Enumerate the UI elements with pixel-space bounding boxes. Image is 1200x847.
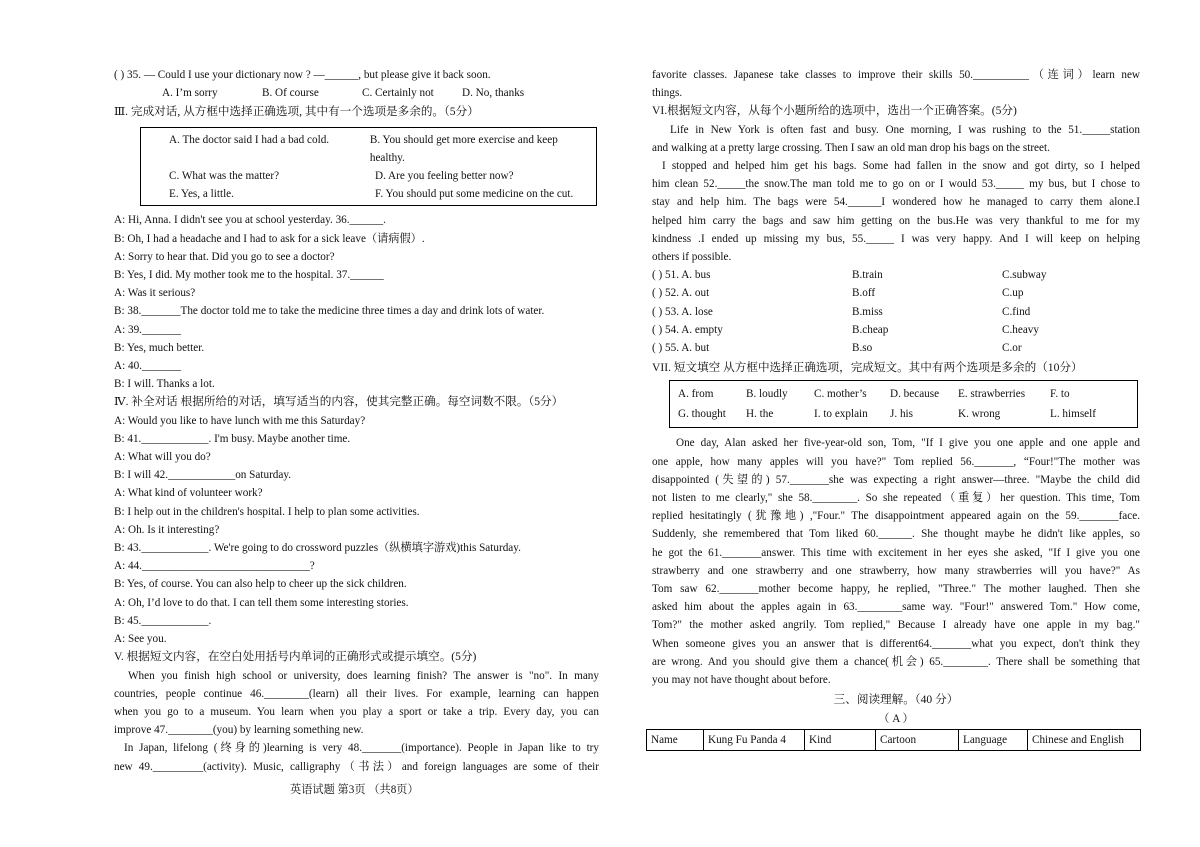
dialog-line: A: 39._______: [114, 323, 182, 336]
passage-line: one apple, how many apples will you have?" Tom replied 56._______, “Four!"The mother was: [652, 455, 1140, 468]
dialog-line: A: 40._______: [114, 360, 182, 373]
table-cell: Kind: [805, 729, 876, 750]
option: B.miss: [852, 305, 883, 318]
section-6-title: VI.根据短文内容，从每个小题所给的选项中，选出一个正确答案。(5分): [652, 104, 1017, 118]
dialog-line: B: I will. Thanks a lot.: [114, 378, 215, 391]
passage-line: strawberry and one strawberry and one strawberry, how many strawberries will you have?" As: [652, 564, 1140, 577]
part-3-title: 三、阅读理解。（40 分）: [833, 693, 959, 707]
option: B. You should get more exercise and keep healthy.: [369, 133, 558, 164]
dialog-line: A: What kind of volunteer work?: [114, 487, 263, 500]
option-row: [169, 185, 590, 203]
info-table: [646, 729, 1141, 751]
passage-line: Suddenly, she remembered that Tom liked 60.______. She thought maybe he didn't like apples, so: [652, 528, 1140, 541]
table-row: [647, 729, 1141, 750]
passage-line: When someone gives you an answer that is different64._______what you expect, don't think they: [652, 637, 1140, 650]
page-footer: 英语试题 第3页 （共8页）: [290, 784, 419, 796]
option: A. The doctor said I had a bad cold.: [169, 133, 330, 146]
passage-line: he got the 61._______answer. This time with excitement in her eyes she asked, "If I give you one: [652, 546, 1140, 559]
passage-line: Tom?" the mother asked angrily. Tom replied," Because I already have one apple in my bag.": [652, 619, 1140, 632]
dialog-line: B: Yes, I did. My mother took me to the hospital. 37.______: [114, 269, 384, 282]
option: C.subway: [1002, 269, 1047, 282]
passage-line: favorite classes. Japanese take classes to improve their skills 50.__________（连词）learn new: [652, 69, 1140, 81]
option: C.heavy: [1002, 323, 1039, 336]
option: I. to explain: [814, 408, 868, 421]
option: K. wrong: [958, 408, 1001, 421]
mc-question: [652, 339, 1140, 357]
option: C. mother’s: [814, 388, 867, 401]
passage-line: when you go to a museum. You learn when you play a sport or take a trip. Every day, you can: [114, 705, 599, 718]
option: B.train: [852, 269, 883, 282]
mc-stem: ( ) 54. A. empty: [652, 323, 723, 336]
passage-line: asked him about the apples again in 63.________same way. "Four!" answered Tom." How come,: [652, 601, 1140, 614]
section-4-title: Ⅳ. 补全对话 根据所给的对话，填写适当的内容，使其完整正确。每空词数不限。（5分）: [114, 395, 564, 409]
option: B.so: [852, 342, 873, 355]
dialog-line: A: Hi, Anna. I didn't see you at school yesterday. 36.______.: [114, 214, 386, 227]
option: C. Certainly not: [362, 87, 434, 100]
section-6-questions: [652, 266, 1140, 357]
dialog-line: A: Sorry to hear that. Did you go to see a doctor?: [114, 250, 335, 263]
option: F. to: [1050, 388, 1070, 401]
passage-7: [652, 434, 1140, 689]
option: H. the: [746, 408, 774, 421]
passage-line: others if possible.: [652, 251, 732, 264]
dialog-line: A: See you.: [114, 633, 167, 646]
section-5-title: V. 根据短文内容，在空白处用括号内单词的正确形式或提示填空。(5分): [114, 650, 477, 664]
option-row: [678, 384, 1137, 404]
passage-line: him clean 52._____the snow.The man told me to go on or I would 53._____ my bus, but I chose to: [652, 178, 1140, 191]
dialog-line: A: Was it serious?: [114, 287, 196, 300]
option: B.off: [852, 287, 876, 300]
mc-question: [652, 303, 1140, 321]
dialog-line: B: Yes, much better.: [114, 341, 205, 354]
dialog-line: A: Oh, I’d love to do that. I can tell them some interesting stories.: [114, 596, 409, 609]
option-row: [169, 131, 590, 167]
passage-line: you may not have thought about before.: [652, 674, 831, 687]
passage-line: things.: [652, 87, 683, 100]
option: E. Yes, a little.: [169, 188, 234, 201]
option-row: [169, 167, 590, 185]
passage-line: Tom saw 62._______mother become happy, he replied, "Three." The mother laughed. Then she: [652, 583, 1140, 596]
option: A. from: [678, 388, 714, 401]
passage-line: and walking at a pretty large crossing. Then I saw an old man drop his bags on the street.: [652, 141, 1050, 154]
dialog-line: A: Would you like to have lunch with me this Saturday?: [114, 414, 366, 427]
option: L. himself: [1050, 408, 1096, 421]
option-row: [678, 404, 1137, 424]
option: J. his: [890, 408, 914, 421]
section-7-title: VII. 短文填空 从方框中选择正确选项，完成短文。其中有两个选项是多余的（10分）: [652, 361, 1083, 375]
dialog-3: [114, 211, 599, 393]
option: C.or: [1002, 342, 1022, 355]
section-3-title: Ⅲ. 完成对话, 从方框中选择正确选项, 其中有一个选项是多余的。（5分）: [114, 105, 479, 119]
option: C. What was the matter?: [169, 170, 280, 183]
dialog-line: B: 43.____________. We're going to do crossword puzzles（纵横填字游戏)this Saturday.: [114, 542, 521, 555]
dialog-line: A: 44.______________________________?: [114, 560, 315, 573]
passage-line: In Japan, lifelong (终身的)learning is very 48._______(importance). People in Japan like to try: [124, 742, 599, 755]
option: C.find: [1002, 305, 1031, 318]
dialog-line: B: 38._______The doctor told me to take the medicine three times a day and drink lots of water.: [114, 305, 545, 318]
option: B.cheap: [852, 323, 889, 336]
mc-question: [652, 266, 1140, 284]
mc-question: [652, 321, 1140, 339]
mc-stem: ( ) 52. A. out: [652, 287, 710, 300]
dialog-line: B: 41.____________. I'm busy. Maybe another time.: [114, 432, 351, 445]
dialog-line: B: Oh, I had a headache and I had to ask for a sick leave（请病假）.: [114, 232, 425, 245]
mc-stem: ( ) 53. A. lose: [652, 305, 713, 318]
option: D. No, thanks: [462, 87, 525, 100]
passage-a-label: （ A ）: [878, 712, 914, 725]
passage-line: not listen to me clearly," she 58.________. So she repeated（重复）her question. This time, Tom: [652, 492, 1140, 505]
passage-line: When you finish high school or university, does learning finish? The answer is "no". In many: [128, 669, 599, 682]
dialog-line: A: Oh. Is it interesting?: [114, 523, 220, 536]
passage-5: [114, 667, 599, 776]
table-cell: Chinese and English: [1028, 729, 1141, 750]
passage-line: countries, people continue 46.________(learn) all their lives. For example, learning can happen: [114, 687, 599, 700]
question-35: ( ) 35. — Could I use your dictionary now ? —______, but please give it back soon.: [114, 69, 491, 81]
passage-line: One day, Alan asked her five-year-old son, Tom, "If I give you one apple and one apple and: [676, 437, 1140, 450]
option: A. I’m sorry: [162, 87, 218, 100]
option: G. thought: [678, 408, 726, 421]
dialog-line: B: I help out in the children's hospital. I help to plan some activities.: [114, 505, 420, 518]
mc-question: [652, 284, 1140, 302]
passage-line: are wrong. And you should give them a chance(机会) 65.________. There shall be something that: [652, 655, 1140, 668]
option: D. because: [890, 388, 940, 401]
passage-line: Life in New York is often fast and busy. One morning, I was rushing to the 51._____station: [670, 123, 1140, 136]
passage-line: helped him carry the bags and saw him getting on the bus.He was very thankful to me for my: [652, 214, 1140, 227]
dialog-line: B: Yes, of course. You can also help to cheer up the sick children.: [114, 578, 407, 591]
option: E. strawberries: [958, 388, 1026, 401]
option: C.up: [1002, 287, 1024, 300]
table-cell: Language: [959, 729, 1028, 750]
passage-line: kindness .I ended up missing my bus, 55._____ I was very happy. And I will keep on helping: [652, 232, 1140, 245]
left-column: [114, 66, 599, 776]
option: F. You should put some medicine on the cut.: [375, 188, 574, 201]
dialog-line: B: I will 42.____________on Saturday.: [114, 469, 292, 482]
passage-line: new 49._________(activity). Music, calligraphy（书法）and foreign languages are some of their: [114, 760, 599, 773]
table-cell: Cartoon: [876, 729, 959, 750]
option: B. Of course: [262, 87, 319, 100]
dialog-line: A: What will you do?: [114, 451, 211, 464]
passage-line: stay and help him. The bags were 54.______I wondered how he managed to carry them alone.I: [652, 196, 1140, 209]
option: D. Are you feeling better now?: [375, 170, 514, 183]
section-7-word-box: [669, 380, 1138, 428]
dialog-line: B: 45.____________.: [114, 614, 212, 627]
table-cell: Kung Fu Panda 4: [704, 729, 805, 750]
section-3-option-box: [140, 127, 597, 207]
question-35-options: [114, 84, 562, 102]
right-column: [652, 66, 1140, 751]
passage-6: [652, 121, 1140, 267]
option: B. loudly: [746, 388, 788, 401]
dialog-4: [114, 412, 599, 649]
passage-line: I stopped and helped him get his bags. Some had fallen in the snow and got dirty, so I helped: [662, 160, 1140, 173]
mc-stem: ( ) 51. A. bus: [652, 269, 711, 282]
passage-line: disappointed (失望的) 57._______she was expecting a right answer—three. "Maybe the child did: [652, 473, 1140, 486]
table-cell: Name: [647, 729, 704, 750]
mc-stem: ( ) 55. A. but: [652, 342, 710, 355]
passage-line: improve 47.________(you) by learning something new.: [114, 724, 364, 737]
passage-line: replied hesitatingly (犹豫地) ,"Four." The disappointment appeared again on the 59._______face.: [652, 510, 1140, 523]
